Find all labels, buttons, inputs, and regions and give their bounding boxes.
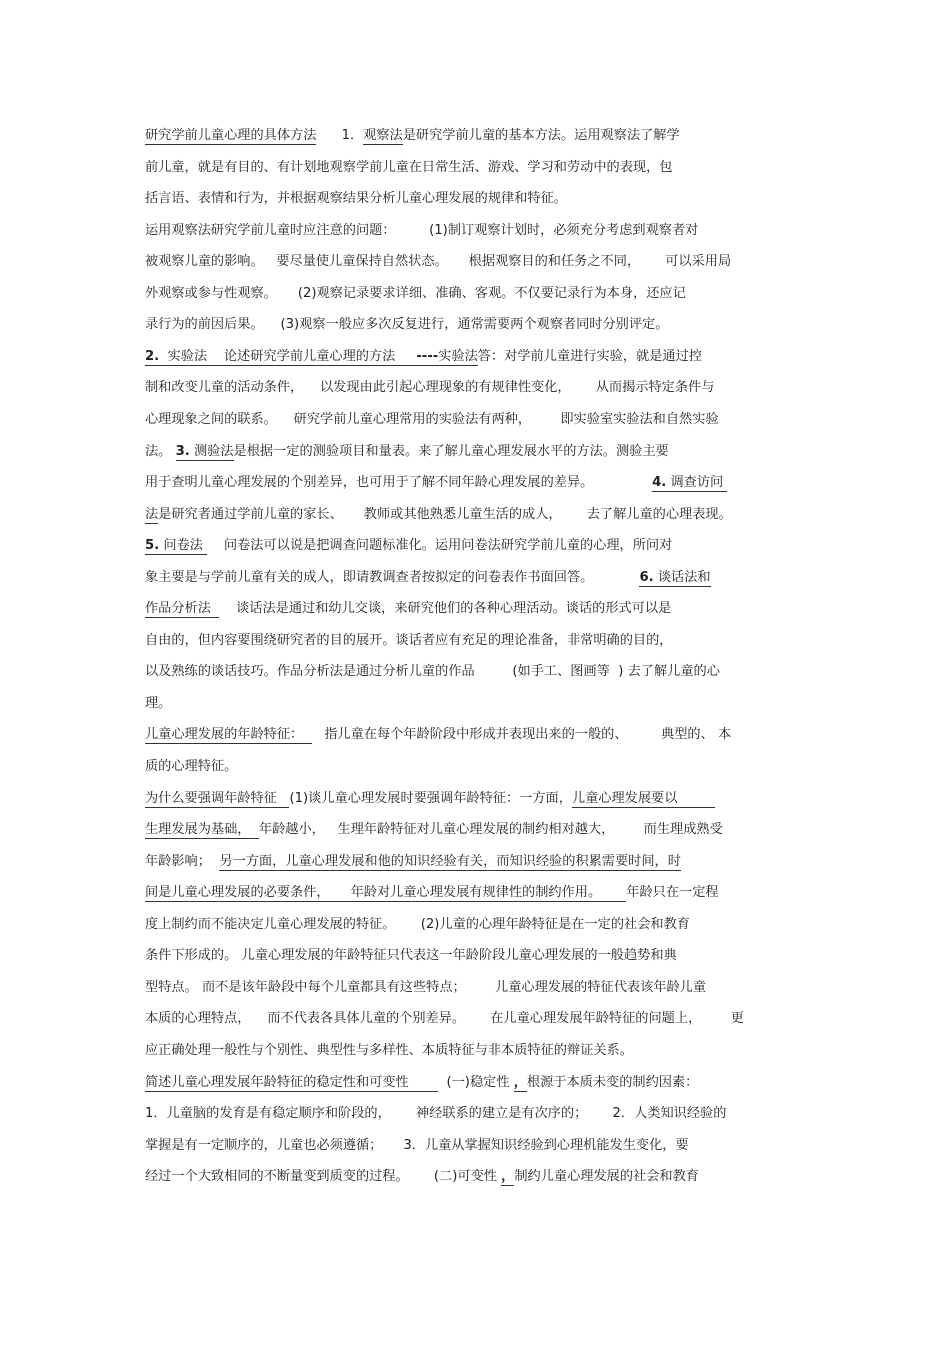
text-line [145, 663, 810, 681]
text-segment: 年龄影响； [145, 853, 220, 869]
text-segment: 质的心理特征。 [145, 759, 238, 774]
underlined-text: 谈话法和 [654, 570, 711, 587]
text-line [145, 695, 810, 713]
text-line [145, 379, 810, 397]
text-segment: 法。 [145, 443, 176, 459]
text-segment: 象主要是与学前儿童有关的成人，即请教调查者按拟定的问卷表作书面回答。 [145, 569, 640, 585]
text-line [145, 853, 810, 871]
text-segment: (一)稳定性 [438, 1074, 514, 1090]
text-segment: 理。 [145, 695, 172, 711]
text-line [145, 348, 810, 366]
text-line [145, 1010, 810, 1028]
text-segment: 是研究者通过学前儿童的家长、 教师或其他熟悉儿童生活的成人， 去了解儿童的心理表现。 [158, 506, 732, 522]
text-line [145, 1137, 810, 1155]
text-line [145, 884, 810, 902]
text-segment: 本质的心理特点， 而不代表各具体儿童的个别差异。 在儿童心理发展年龄特征的问题上， 更 [145, 1011, 744, 1027]
text-segment: 是研究学前儿童的基本方法。运用观察法了解学 [402, 128, 680, 143]
text-segment: 1． [316, 128, 364, 143]
text-line [145, 821, 810, 839]
underlined-text: 观察法 [363, 128, 403, 145]
text-line [145, 600, 810, 618]
text-segment: 条件下形成的。 儿童心理发展的年龄特征只代表这一年龄阶段儿童心理发展的一般趋势和典 [145, 948, 677, 964]
underlined-text: 儿童心理发展的年龄特征： [145, 727, 312, 744]
text-line [145, 790, 810, 808]
underlined-text: 另一方面，儿童心理发展和他的知识经验有关，而知识经验的积累需要时间，时 [219, 854, 681, 871]
text-segment: 运用观察法研究学前儿童时应注意的问题： (1)制订观察计划时，必须充分考虑到观察者对 [145, 222, 699, 238]
text-segment: 前儿童，就是有目的、有计划地观察学前儿童在日常生活、游戏、学习和劳动中的表现，包 [145, 159, 673, 175]
text-line [145, 1168, 810, 1186]
underlined-text: 实验法 论述研究学前儿童心理的方法 [159, 349, 416, 366]
underlined-text: 作品分析法 [145, 601, 219, 618]
text-line [145, 253, 810, 271]
text-line [145, 190, 810, 208]
underlined-text: 4. [652, 475, 666, 492]
underlined-text: 5. [145, 538, 159, 555]
underlined-text: ， [501, 1169, 514, 1186]
text-segment: 型特点。 而不是该年龄段中每个儿童都具有这些特点； 儿童心理发展的特征代表该年龄儿童 [145, 979, 707, 995]
text-segment: 年龄越小， 生理年龄特征对儿童心理发展的制约相对越大， 而生理成熟受 [258, 822, 723, 838]
text-line [145, 916, 810, 934]
underlined-text: 6. [639, 570, 653, 587]
text-line [145, 506, 810, 524]
text-line [145, 474, 810, 492]
text-segment: 制约儿童心理发展的社会和教育 [514, 1169, 699, 1185]
text-segment: 括言语、表情和行为，并根据观察结果分析儿童心理发展的规律和特征。 [145, 191, 567, 207]
text-segment: 问卷法可以说是把调查问题标准化。运用问卷法研究学前儿童的心理，所问对 [207, 538, 673, 554]
text-segment: 心理现象之间的联系。 研究学前儿童心理常用的实验法有两种， 即实验室实验法和自然实验 [145, 411, 719, 427]
text-line [145, 127, 810, 145]
text-line [145, 1105, 810, 1123]
underlined-text: 儿童心理发展要以 [572, 791, 715, 808]
text-segment: 年龄只在一定程 [626, 885, 719, 901]
text-line [145, 632, 810, 650]
text-segment: 1．儿童脑的发育是有稳定顺序和阶段的， 神经联系的建立是有次序的； 2．人类知识经验的 [145, 1106, 727, 1122]
text-segment: 掌握是有一定顺序的，儿童也必须遵循； 3．儿童从掌握知识经验到心理机能发生变化，要 [145, 1137, 689, 1153]
text-segment: 制和改变儿童的活动条件， 以发现由此引起心理现象的有规律性变化， 从而揭示特定条件与 [145, 380, 715, 396]
text-line [145, 285, 810, 303]
text-line [145, 316, 810, 334]
underlined-text: 生理发展为基础， [145, 822, 259, 839]
underlined-text: 研究学前儿童心理的具体方法 [145, 128, 316, 145]
text-line [145, 537, 810, 555]
text-segment: 应正确处理一般性与个别性、典型性与多样性、本质特征与非本质特征的辩证关系。 [145, 1042, 633, 1058]
underlined-text: 3. [176, 444, 190, 461]
text-segment: 谈话法是通过和幼儿交谈，来研究他们的各种心理活动。谈话的形式可以是 [219, 601, 672, 617]
underlined-text: 测验法 [190, 444, 234, 461]
underlined-text: 法 [145, 507, 158, 524]
text-segment: 录行为的前因后果。 (3)观察一般应多次反复进行，通常需要两个观察者同时分别评定。 [145, 317, 669, 333]
text-segment: (1)谈儿童心理发展时要强调年龄特征：一方面， [289, 790, 572, 806]
text-segment: 指儿童在每个年龄阶段中形成并表现出来的一般的、 典型的、 本 [311, 727, 732, 743]
underlined-text: ---- [416, 349, 438, 366]
underlined-text: ， [514, 1075, 527, 1092]
text-line [145, 222, 810, 240]
text-line [145, 569, 810, 587]
underlined-text: 间是儿童心理发展的必要条件， 年龄对儿童心理发展有规律性的制约作用。 [145, 885, 626, 902]
underlined-text: 为什么要强调年龄特征 [145, 791, 289, 808]
text-segment: 度上制约而不能决定儿童心理发展的特征。 (2)儿童的心理年龄特征是在一定的社会和教育 [145, 916, 690, 932]
text-line [145, 979, 810, 997]
text-line [145, 758, 810, 776]
text-segment: 外观察或参与性观察。 (2)观察记录要求详细、准确、客观。不仅要记录行为本身，还应记 [145, 285, 686, 301]
text-segment: 经过一个大致相同的不断量变到质变的过程。 (二)可变性 [145, 1169, 502, 1185]
text-segment: 被观察儿童的影响。 要尽量使儿童保持自然状态。 根据观察目的和任务之不同， 可以采用局 [145, 254, 732, 270]
text-line [145, 1074, 810, 1092]
text-line [145, 947, 810, 965]
text-line [145, 726, 810, 744]
text-line [145, 411, 810, 429]
text-line [145, 1042, 810, 1060]
text-segment: 用于查明儿童心理发展的个别差异，也可用于了解不同年龄心理发展的差异。 [145, 475, 653, 491]
text-segment: 自由的，但内容要围绕研究者的目的展开。谈话者应有充足的理论准备，非常明确的目的， [145, 632, 673, 648]
underlined-text: 实验法 [438, 349, 478, 366]
underlined-text: 简述儿童心理发展年龄特征的稳定性和可变性 [145, 1075, 438, 1092]
text-line [145, 159, 810, 177]
underlined-text: 调查访问 [666, 475, 727, 492]
text-segment: 答：对学前儿童进行实验，就是通过控 [477, 348, 702, 364]
text-segment: 根源于本质未变的制约因素： [526, 1074, 699, 1090]
underlined-text: 问卷法 [159, 538, 207, 555]
text-segment: 是根据一定的测验项目和量表。来了解儿童心理发展水平的方法。测验主要 [233, 443, 669, 459]
text-line [145, 443, 810, 461]
text-segment: 以及熟练的谈话技巧。作品分析法是通过分析儿童的作品 (如手工、图画等 ) 去了解儿童的心 [145, 664, 720, 680]
underlined-text: 2. [145, 349, 159, 366]
